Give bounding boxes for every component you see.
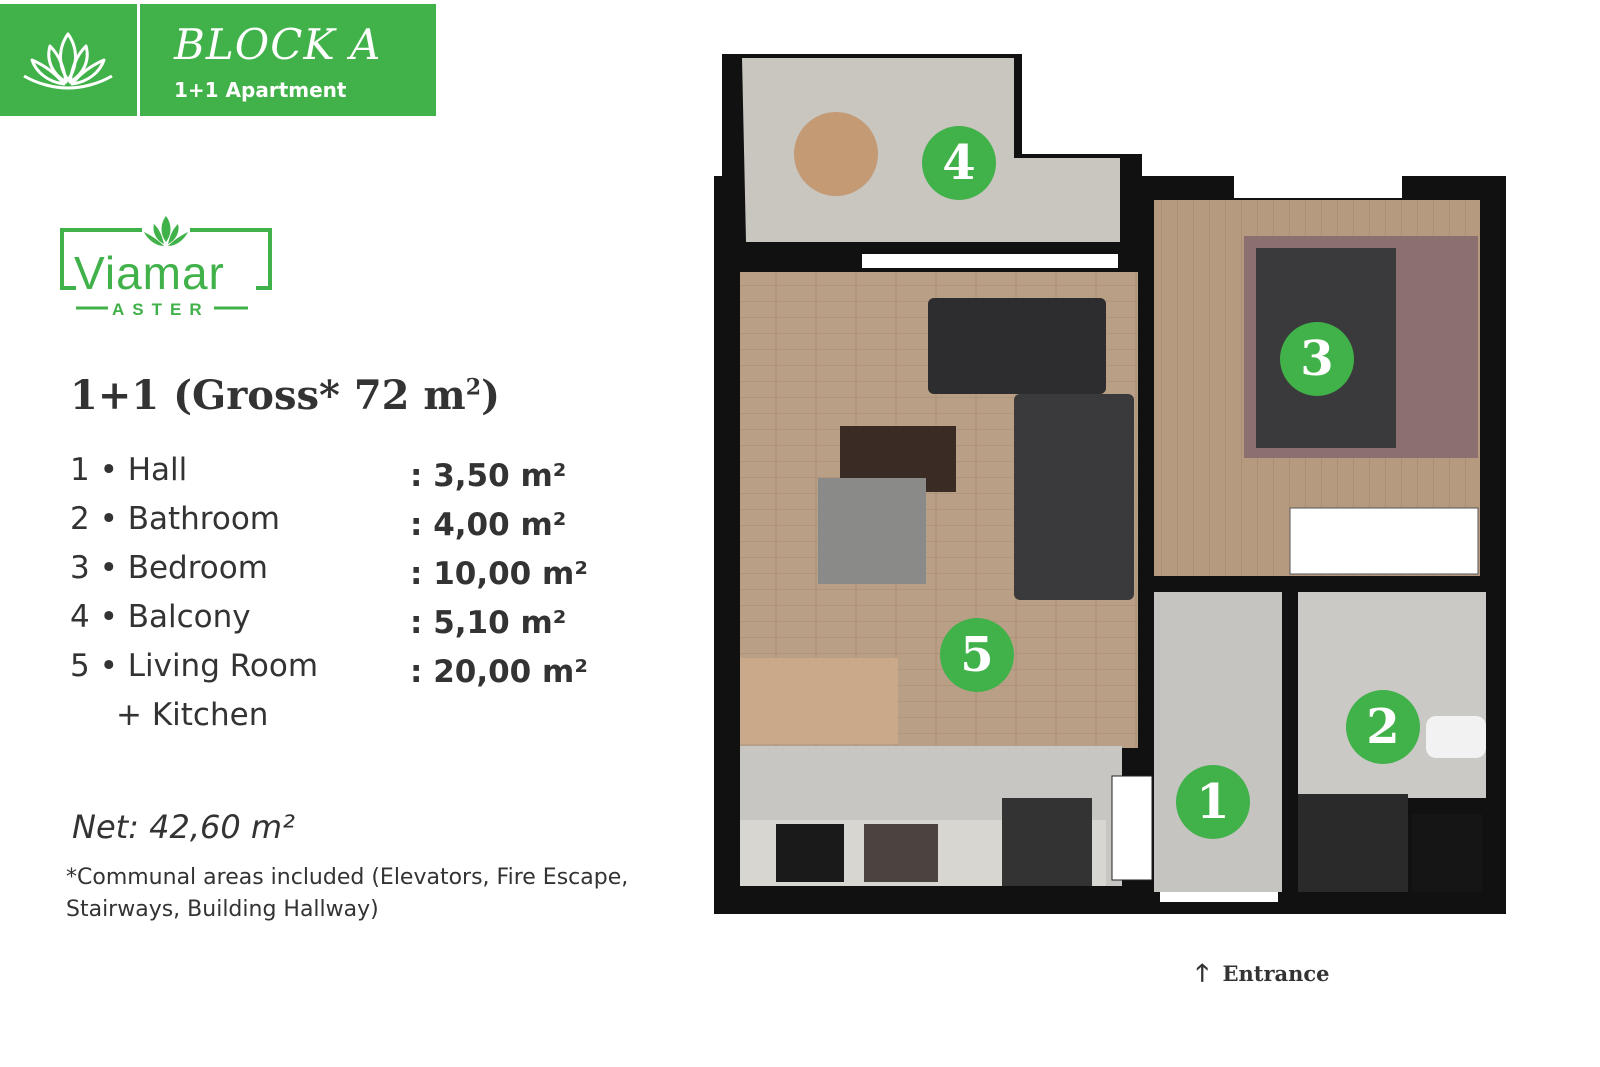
sofa-side [1014,394,1134,600]
hall-rack [1112,776,1152,880]
cooktop [776,824,844,882]
brand-name: Viamar [74,247,225,299]
badge-balcony: 4 [922,126,996,200]
gross-close: ) [481,372,500,419]
sink [864,824,938,882]
badge-hall: 1 [1176,765,1250,839]
entrance-door [1160,892,1278,902]
room-area-living: : 20,00 m² [410,654,588,690]
badge-living: 5 [940,618,1014,692]
entrance-text: Entrance [1222,961,1330,986]
badge-bathroom: 2 [1346,690,1420,764]
header-divider [137,4,140,116]
room-area-bedroom: : 10,00 m² [410,556,588,592]
fridge [1002,798,1092,886]
brand-logo [60,216,272,326]
brand-sub: ASTER [112,300,210,319]
entrance-label [1196,956,1330,997]
marble-table [818,478,926,584]
lotus-icon [144,216,188,246]
badge-bedroom: 3 [1280,322,1354,396]
bedroom-window [1234,176,1402,198]
lotus-icon [20,26,116,96]
dining-table [740,658,898,744]
toilet [1426,716,1486,758]
room-area-hall: : 3,50 m² [410,458,567,494]
room-label-bathroom: 2 • Bathroom [70,501,280,537]
room-label-kitchen: + Kitchen [116,697,269,733]
arrow-up-icon: 🡑 [1196,958,1209,987]
room-label-balcony: 4 • Balcony [70,599,251,635]
gross-sup: 2 [465,374,482,401]
apartment-type: 1+1 Apartment [174,78,347,102]
header-banner [0,4,436,116]
room-label-hall: 1 • Hall [70,452,188,488]
room-label-living: 5 • Living Room [70,648,319,684]
block-title: BLOCK A [174,20,382,69]
room-area-balcony: : 5,10 m² [410,605,567,641]
balcony-table [794,112,878,196]
sofa-back [928,298,1106,394]
balcony-window [862,254,1118,268]
gross-text: 1+1 (Gross* 72 m [70,372,466,419]
gross-area-title [70,372,500,419]
room-area-bathroom: : 4,00 m² [410,507,567,543]
communal-note: *Communal areas included (Elevators, Fire Escape, Stairways, Building Hallway) [66,865,629,922]
floor-plan [714,46,1514,926]
hall-floor [1154,592,1282,892]
net-area: Net: 42,60 m² [72,808,295,846]
room-label-bedroom: 3 • Bedroom [70,550,268,586]
wardrobe [1290,508,1478,574]
